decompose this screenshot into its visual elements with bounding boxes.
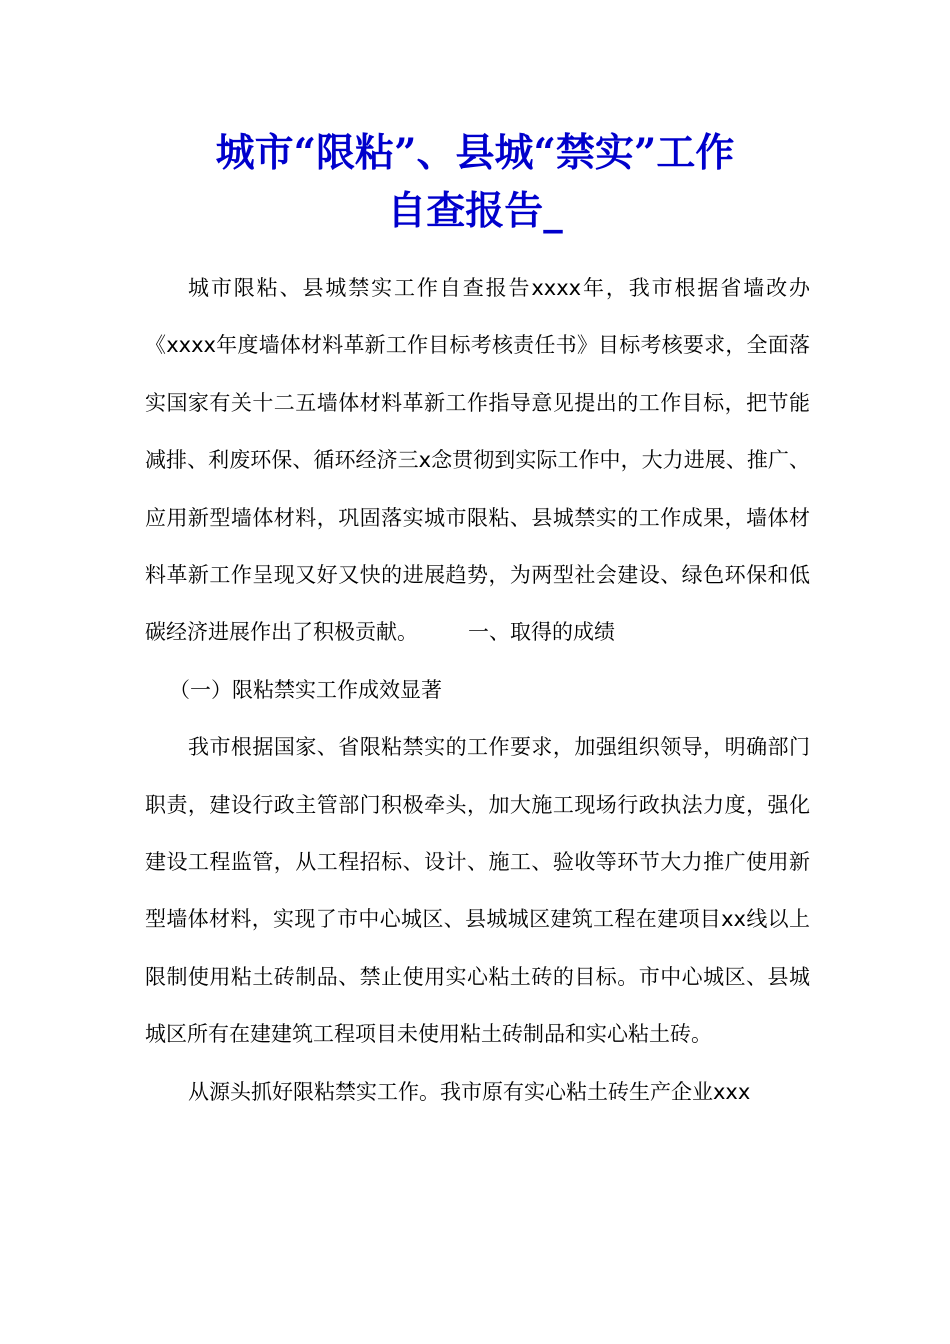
body-paragraph: 我市根据国家、省限粘禁实的工作要求，加强组织领导，明确部门职责，建设行政主管部门积极牵头，加大施工现场行政执法力度，强化建设工程监管，从工程招标、设计、施工、验收等环节大力推广使用新型墙体材料，实现了市中心城区、县城城区建筑工程在建项目xx线以上限制使用粘土砖制品、禁止使用实心粘土砖的目标。市中心城区、县城城区所有在建建筑工程项目未使用粘土砖制品和实心粘土砖。: [145, 735, 810, 1047]
document-title-line-1: 城市“限粘”、县城“禁实”工作: [215, 130, 735, 176]
paragraph-text: 城市限粘、县城禁实工作自查报告xxxx年，我市根据省墙改办《xxxx年度墙体材料革新工作目标考核责任书》目标考核要求，全面落实国家有关十二五墙体材料革新工作指导意见提出的工作目标，把节能减排、利废环保、循环经济三x念贯彻到实际工作中，大力进展、推广、应用新型墙体材料，巩固落实城市限粘、县城禁实的工作成果，墙体材料革新工作呈现又好又快的进展趋势，为两型社会建设、绿色环保和低碳经济进展作出了积极贡献。: [145, 276, 810, 645]
body-paragraph: 从源头抓好限粘禁实工作。我市原有实心粘土砖生产企业xxx: [188, 1079, 751, 1104]
section-heading: 一、取得的成绩: [468, 620, 615, 645]
document-body: [145, 260, 810, 1121]
subsection-heading: （一）限粘禁实工作成效显著: [169, 677, 442, 702]
body-paragraph: [145, 260, 810, 662]
document-title-line-2: 自查报告_: [387, 188, 563, 234]
